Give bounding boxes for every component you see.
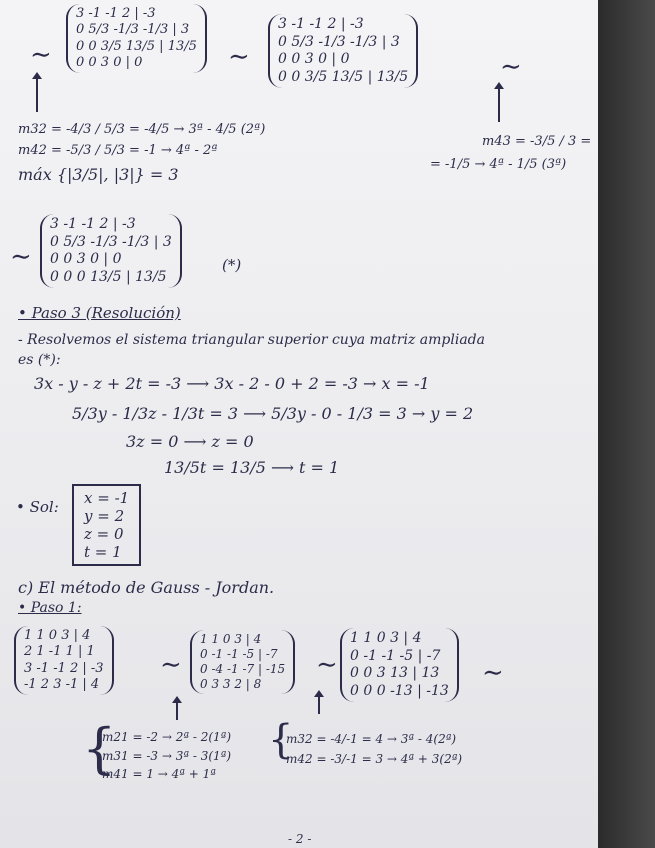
matrix-4 <box>14 626 114 695</box>
matrix-row: 0 -4 -1 -7 | -15 <box>200 662 286 676</box>
matrix-row: 0 0 3 0 | 0 <box>76 54 143 70</box>
resolvemos-text <box>18 330 485 371</box>
matrix-row: 3 -1 -1 2 | -3 <box>24 660 104 676</box>
multipliers-left <box>18 120 265 187</box>
matrix-row: 1 1 0 3 | 4 <box>200 632 262 646</box>
arrow-up-icon <box>318 696 320 714</box>
paso-3-heading: • Paso 3 (Resolución) <box>18 304 181 322</box>
equation-2: 5/3y - 1/3z - 1/3t = 3 ⟶ 5/3y - 0 - 1/3 = 3 → y = 2 <box>72 404 474 423</box>
matrix-2 <box>268 14 418 88</box>
matrix-row: 0 0 3/5 13/5 | 13/5 <box>76 38 197 54</box>
multipliers-c <box>102 728 231 784</box>
multiplier-line: m21 = -2 → 2ª - 2(1ª) <box>102 730 232 744</box>
matrix-row: 1 1 0 3 | 4 <box>24 628 91 643</box>
matrix-row: 0 0 3 0 | 0 <box>278 51 350 67</box>
equation-1: 3x - y - z + 2t = -3 ⟶ 3x - 2 - 0 + 2 = -3 → x = -1 <box>34 374 430 393</box>
text-line: - Resolvemos el sistema triangular superior cuya matriz ampliada <box>18 332 485 348</box>
matrix-row: -1 2 3 -1 | 4 <box>24 676 100 692</box>
multiplier-line: m42 = -5/3 / 5/3 = -1 → 4ª - 2ª <box>18 142 218 158</box>
matrix-5 <box>190 630 295 694</box>
multiplier-line: máx {|3/5|, |3|} = 3 <box>18 164 179 184</box>
tilde-symbol: ∼ <box>10 242 32 272</box>
multiplier-line: m31 = -3 → 3ª - 3(1ª) <box>102 748 232 763</box>
matrix-row: 3 -1 -1 2 | -3 <box>50 216 136 232</box>
multiplier-line: m32 = -4/3 / 5/3 = -4/5 → 3ª - 4/5 (2ª) <box>18 122 266 137</box>
matrix-row: 3 -1 -1 2 | -3 <box>76 6 156 21</box>
arrow-up-icon <box>36 78 38 112</box>
multiplier-line: m43 = -3/5 / 3 = <box>482 134 592 149</box>
matrix-row: 2 1 -1 1 | 1 <box>24 644 95 660</box>
matrix-row: 0 3 3 2 | 8 <box>200 677 262 691</box>
multipliers-right <box>430 130 591 177</box>
tilde-symbol: ∼ <box>228 42 250 72</box>
page-number: - 2 - <box>288 832 312 846</box>
brace-symbol: { <box>268 717 294 763</box>
matrix-row: 3 -1 -1 2 | -3 <box>278 16 364 32</box>
solution-line: y = 2 <box>84 507 125 525</box>
multiplier-line: = -1/5 → 4ª - 1/5 (3ª) <box>430 157 567 173</box>
multiplier-line: m42 = -3/-1 = 3 → 4ª + 3(2ª) <box>286 751 463 766</box>
matrix-3 <box>40 214 182 288</box>
matrix-row: 0 5/3 -1/3 -1/3 | 3 <box>76 22 190 38</box>
arrow-up-icon <box>498 88 500 122</box>
matrix-6 <box>340 628 459 702</box>
gauss-jordan-heading: c) El método de Gauss - Jordan. <box>18 578 275 597</box>
equation-3: 3z = 0 ⟶ z = 0 <box>126 432 254 451</box>
solution-line: t = 1 <box>84 543 122 561</box>
arrow-up-icon <box>176 702 178 720</box>
tilde-symbol: ∼ <box>316 650 338 680</box>
matrix-row: 1 1 0 3 | 4 <box>350 630 422 646</box>
background-edge <box>598 0 655 848</box>
solution-line: x = -1 <box>84 489 130 507</box>
multipliers-d <box>286 730 462 770</box>
star-label: (*) <box>222 256 242 274</box>
matrix-row: 0 -1 -1 -5 | -7 <box>200 647 278 661</box>
multiplier-line: m32 = -4/-1 = 4 → 3ª - 4(2ª) <box>286 732 457 746</box>
matrix-row: 0 -1 -1 -5 | -7 <box>350 647 441 664</box>
tilde-symbol: ∼ <box>30 40 52 70</box>
equation-4: 13/5t = 13/5 ⟶ t = 1 <box>164 458 340 477</box>
brace-symbol: { <box>82 717 117 780</box>
multiplier-line: m41 = 1 → 4ª + 1ª <box>102 767 217 782</box>
matrix-row: 0 0 0 -13 | -13 <box>350 682 449 699</box>
solution-line: z = 0 <box>84 525 124 543</box>
matrix-row: 0 0 0 13/5 | 13/5 <box>50 268 167 285</box>
tilde-symbol: ∼ <box>482 658 504 688</box>
matrix-row: 0 5/3 -1/3 -1/3 | 3 <box>50 233 172 250</box>
matrix-1 <box>66 4 207 73</box>
tilde-symbol: ∼ <box>160 650 182 680</box>
solution-box <box>72 484 141 566</box>
solution-label: • Sol: <box>16 498 59 516</box>
matrix-row: 0 5/3 -1/3 -1/3 | 3 <box>278 33 400 50</box>
matrix-row: 0 0 3 13 | 13 <box>350 665 440 681</box>
matrix-row: 0 0 3/5 13/5 | 13/5 <box>278 68 409 85</box>
tilde-symbol: ∼ <box>500 52 522 82</box>
paso-1-heading: • Paso 1: <box>18 600 82 616</box>
text-line: es (*): <box>18 352 61 369</box>
matrix-row: 0 0 3 0 | 0 <box>50 251 122 267</box>
